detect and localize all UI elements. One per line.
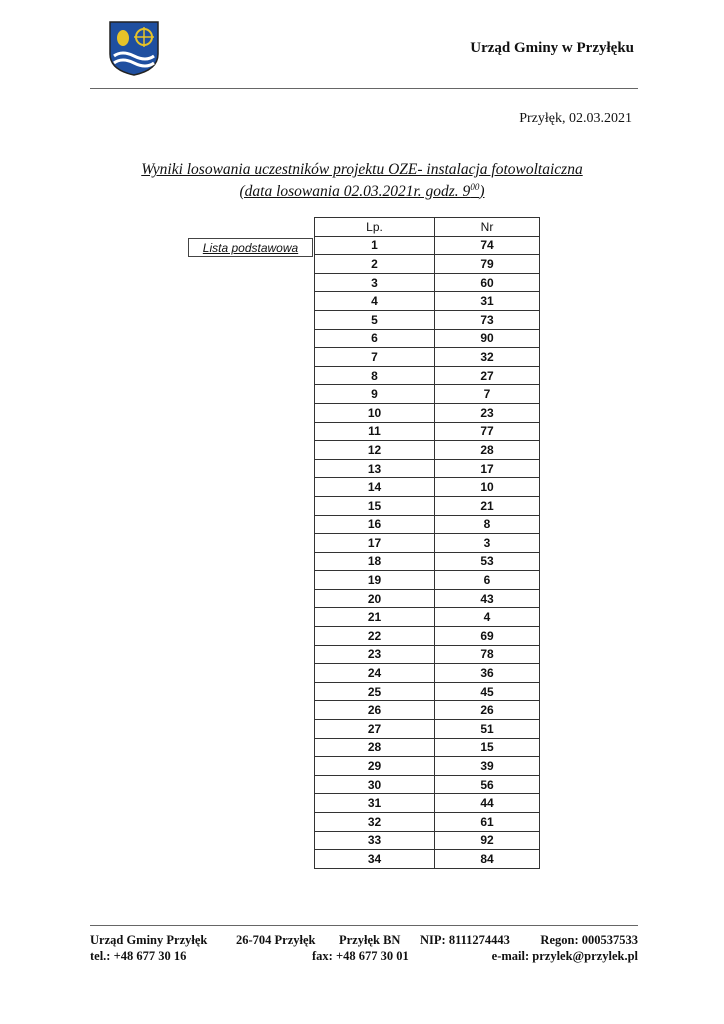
row-nr: 92 xyxy=(435,831,540,850)
row-nr: 10 xyxy=(435,478,540,497)
row-nr: 31 xyxy=(435,292,540,311)
row-nr: 77 xyxy=(435,422,540,441)
row-nr: 74 xyxy=(435,236,540,255)
row-nr: 8 xyxy=(435,515,540,534)
row-lp: 33 xyxy=(315,831,435,850)
row-lp: 24 xyxy=(315,664,435,683)
row-nr: 78 xyxy=(435,645,540,664)
row-lp: 28 xyxy=(315,738,435,757)
footer-bank: Przyłęk BN xyxy=(339,933,401,947)
row-lp: 12 xyxy=(315,441,435,460)
row-lp: 32 xyxy=(315,813,435,832)
row-lp: 27 xyxy=(315,720,435,739)
row-nr: 79 xyxy=(435,255,540,274)
row-lp: 9 xyxy=(315,385,435,404)
header-divider xyxy=(90,88,638,89)
row-nr: 45 xyxy=(435,682,540,701)
row-lp: 22 xyxy=(315,627,435,646)
row-nr: 43 xyxy=(435,589,540,608)
coat-of-arms-logo xyxy=(106,20,162,76)
table-row xyxy=(315,422,540,441)
row-nr: 3 xyxy=(435,534,540,553)
row-nr: 6 xyxy=(435,571,540,590)
results-table xyxy=(314,217,540,869)
row-lp: 6 xyxy=(315,329,435,348)
row-nr: 4 xyxy=(435,608,540,627)
table-row xyxy=(315,310,540,329)
table-row xyxy=(315,552,540,571)
footer-tel: tel.: +48 677 30 16 xyxy=(90,949,187,963)
document-heading-line2: (data losowania 02.03.2021r. godz. $9^{00}$) xyxy=(239,182,485,201)
row-lp: 5 xyxy=(315,310,435,329)
row-nr: 56 xyxy=(435,775,540,794)
row-nr: 51 xyxy=(435,720,540,739)
column-header-lp: Lp. xyxy=(315,218,435,237)
row-nr: 36 xyxy=(435,664,540,683)
table-row xyxy=(315,775,540,794)
row-nr: 73 xyxy=(435,310,540,329)
row-nr: 39 xyxy=(435,757,540,776)
row-lp: 31 xyxy=(315,794,435,813)
row-lp: 18 xyxy=(315,552,435,571)
table-row xyxy=(315,459,540,478)
row-lp: 23 xyxy=(315,645,435,664)
row-lp: 4 xyxy=(315,292,435,311)
table-row xyxy=(315,348,540,367)
row-lp: 10 xyxy=(315,403,435,422)
table-row xyxy=(315,850,540,869)
footer-office-name: Urząd Gminy Przyłęk xyxy=(90,933,208,947)
table-row xyxy=(315,589,540,608)
row-lp: 11 xyxy=(315,422,435,441)
table-row xyxy=(315,441,540,460)
table-row xyxy=(315,701,540,720)
row-lp: 17 xyxy=(315,534,435,553)
table-row xyxy=(315,255,540,274)
row-nr: 27 xyxy=(435,366,540,385)
row-nr: 44 xyxy=(435,794,540,813)
column-header-nr: Nr xyxy=(435,218,540,237)
row-nr: 23 xyxy=(435,403,540,422)
place-date: Przyłęk, 02.03.2021 xyxy=(519,111,632,126)
row-lp: 16 xyxy=(315,515,435,534)
row-nr: 53 xyxy=(435,552,540,571)
row-nr: 21 xyxy=(435,496,540,515)
table-row xyxy=(315,366,540,385)
table-row xyxy=(315,571,540,590)
table-row xyxy=(315,645,540,664)
table-row xyxy=(315,273,540,292)
table-row xyxy=(315,236,540,255)
row-nr: 60 xyxy=(435,273,540,292)
row-lp: 25 xyxy=(315,682,435,701)
row-nr: 15 xyxy=(435,738,540,757)
row-lp: 26 xyxy=(315,701,435,720)
table-row xyxy=(315,664,540,683)
table-row xyxy=(315,627,540,646)
table-row xyxy=(315,720,540,739)
table-row xyxy=(315,682,540,701)
row-nr: 26 xyxy=(435,701,540,720)
footer-nip: NIP: 8111274443 xyxy=(420,933,510,947)
row-lp: 15 xyxy=(315,496,435,515)
table-row xyxy=(315,515,540,534)
row-nr: 90 xyxy=(435,329,540,348)
row-lp: 8 xyxy=(315,366,435,385)
footer-regon: Regon: 000537533 xyxy=(540,933,638,947)
footer-email: e-mail: przylek@przylek.pl xyxy=(491,949,638,963)
table-row xyxy=(315,292,540,311)
row-lp: 20 xyxy=(315,589,435,608)
table-row xyxy=(315,813,540,832)
row-lp: 14 xyxy=(315,478,435,497)
row-lp: 29 xyxy=(315,757,435,776)
row-lp: 7 xyxy=(315,348,435,367)
table-row xyxy=(315,385,540,404)
row-nr: 7 xyxy=(435,385,540,404)
table-row xyxy=(315,329,540,348)
row-lp: 34 xyxy=(315,850,435,869)
row-lp: 13 xyxy=(315,459,435,478)
table-row xyxy=(315,757,540,776)
row-nr: 17 xyxy=(435,459,540,478)
document-heading-line1: Wyniki losowania uczestników projektu OZE- instalacja fotowoltaiczna xyxy=(141,161,583,178)
table-row xyxy=(315,794,540,813)
table-row xyxy=(315,478,540,497)
row-lp: 2 xyxy=(315,255,435,274)
footer-divider xyxy=(90,925,638,926)
row-lp: 19 xyxy=(315,571,435,590)
footer-fax: fax: +48 677 30 01 xyxy=(312,949,409,963)
office-name: Urząd Gminy w Przyłęku xyxy=(470,40,634,56)
table-row xyxy=(315,738,540,757)
row-nr: 28 xyxy=(435,441,540,460)
table-row xyxy=(315,534,540,553)
table-row xyxy=(315,831,540,850)
table-row xyxy=(315,403,540,422)
row-lp: 21 xyxy=(315,608,435,627)
list-label: Lista podstawowa xyxy=(188,238,313,257)
row-nr: 84 xyxy=(435,850,540,869)
row-nr: 61 xyxy=(435,813,540,832)
row-lp: 30 xyxy=(315,775,435,794)
row-nr: 32 xyxy=(435,348,540,367)
table-row xyxy=(315,496,540,515)
footer-postal: 26-704 Przyłęk xyxy=(236,933,316,947)
row-nr: 69 xyxy=(435,627,540,646)
row-lp: 1 xyxy=(315,236,435,255)
row-lp: 3 xyxy=(315,273,435,292)
table-row xyxy=(315,608,540,627)
